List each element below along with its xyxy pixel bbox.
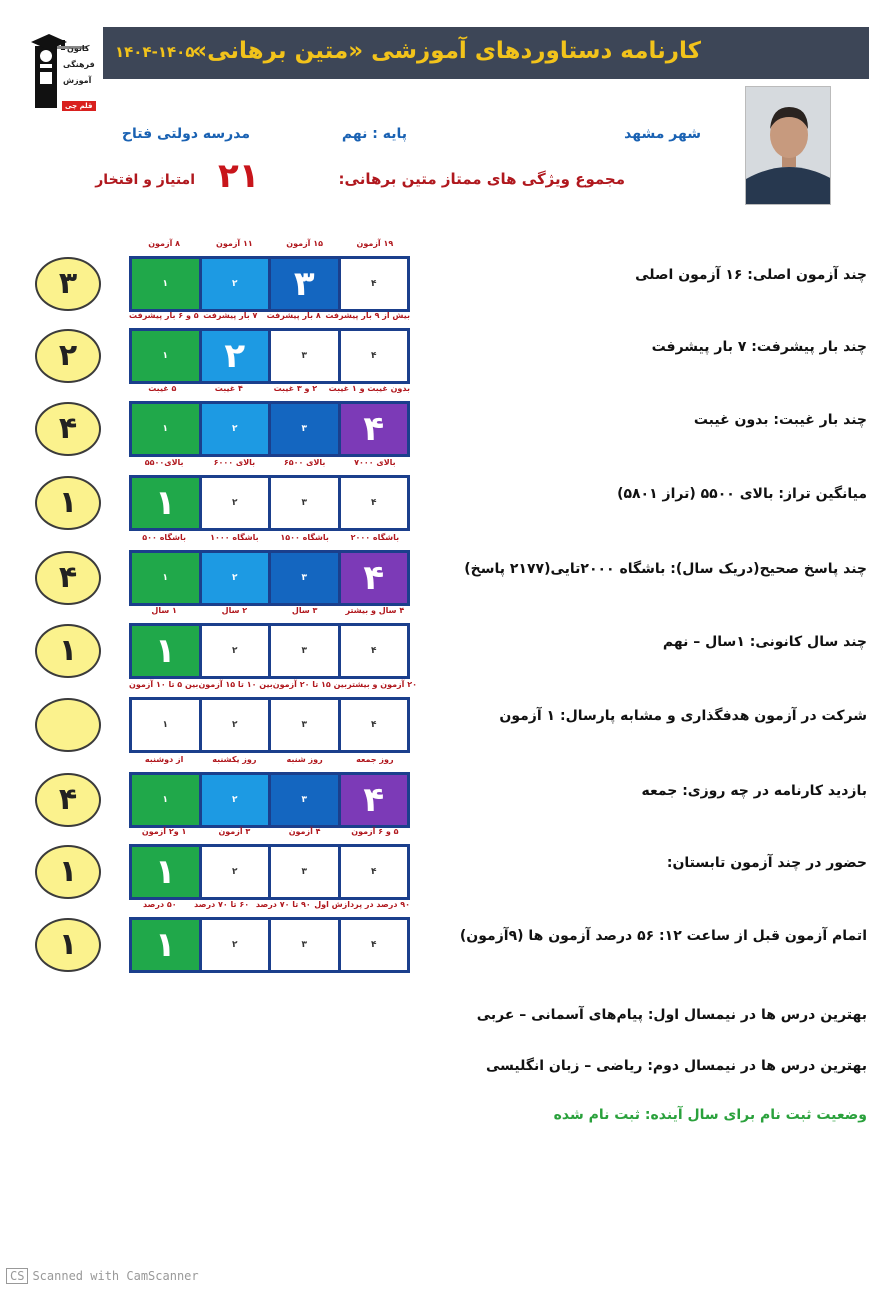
points-circle: ۴ <box>35 402 101 456</box>
level-grid <box>129 475 410 531</box>
level-grid <box>129 917 410 973</box>
column-header: بالای ۷۰۰۰ <box>354 458 396 467</box>
column-header: روز یکشنبه <box>212 755 257 764</box>
column-header: ۱۹ آزمون <box>356 239 394 248</box>
row-label: چند بار غیبت: بدون غیبت <box>693 412 867 428</box>
column-header: بیش از ۹ بار پیشرفت <box>325 311 410 320</box>
column-header: بالای۵۵۰۰ <box>144 458 184 467</box>
column-header: بالای ۶۵۰۰ <box>283 458 326 467</box>
column-header: باشگاه ۱۰۰۰ <box>210 533 259 542</box>
column-header: بالای ۶۰۰۰ <box>213 458 256 467</box>
column-header: بین ۱۵ تا ۲۰ آزمون <box>272 680 348 689</box>
achievement-row <box>0 530 893 600</box>
level-cell: ۲ <box>202 259 269 309</box>
level-grid <box>129 550 410 606</box>
level-cell: ۲ <box>202 553 269 603</box>
column-header: ۹۰ درصد در پردازش اول <box>314 900 411 909</box>
row-label: چند سال کانونی: ۱سال – نهم <box>662 634 867 650</box>
points-circle: ۱ <box>35 476 101 530</box>
row-label: چند بار پیشرفت: ۷ بار پیشرفت <box>651 339 867 355</box>
column-header: ۵ و ۶ آزمون <box>351 827 399 836</box>
column-header: ۷ بار پیشرفت <box>203 311 258 320</box>
camscanner-icon: CS <box>6 1268 28 1284</box>
total-score: ۲۱ <box>218 156 260 196</box>
logo-line-3: آموزش <box>63 76 92 85</box>
column-header: روز جمعه <box>356 755 394 764</box>
level-cell: ۴ <box>341 775 408 825</box>
registration-status: وضعیت ثبت نام برای سال آینده: ثبت نام شده <box>553 1107 867 1123</box>
level-cell: ۲ <box>202 775 269 825</box>
level-cell: ۱ <box>132 331 199 381</box>
points-circle: ۱ <box>35 918 101 972</box>
summary-label: مجموع ویژگی های ممتاز متین برهانی: <box>338 170 625 188</box>
level-cell: ۲ <box>202 847 269 897</box>
academic-year: ۱۴۰۴-۱۴۰۵ <box>115 43 195 61</box>
column-header: ۲ سال <box>221 606 248 615</box>
achievement-row <box>0 455 893 525</box>
row-label: چند آزمون اصلی: ۱۶ آزمون اصلی <box>635 267 867 283</box>
row-label: چند پاسخ صحیح(دریک سال): باشگاه ۲۰۰۰تایی(۲۱۷۷ پاسخ) <box>464 561 867 577</box>
level-grid <box>129 256 410 312</box>
column-header: ۱۵ آزمون <box>286 239 323 248</box>
column-header: روز شنبه <box>286 755 323 764</box>
column-header: باشگاه ۵۰۰ <box>142 533 186 542</box>
column-header: ۵ غیبت <box>148 384 177 393</box>
page-title: کارنامه دستاوردهای آموزشی «متین برهانی» <box>192 38 701 64</box>
points-circle: ۴ <box>35 551 101 605</box>
level-cell: ۱ <box>132 700 199 750</box>
points-circle: ۱ <box>35 624 101 678</box>
column-header: ۴ غیبت <box>214 384 243 393</box>
student-avatar-icon <box>746 87 831 205</box>
logo-line-2: فرهنگی <box>63 60 95 69</box>
level-cell: ۴ <box>341 331 408 381</box>
city-label: شهر مشهد <box>624 126 701 142</box>
achievement-row <box>0 603 893 673</box>
level-cell: ۳ <box>271 775 338 825</box>
level-cell: ۲ <box>202 404 269 454</box>
column-header: باشگاه ۲۰۰۰ <box>350 533 400 542</box>
scanner-text: Scanned with CamScanner <box>32 1269 199 1283</box>
column-header: ۵ و ۶ بار پیشرفت <box>129 311 199 320</box>
level-cell: ۱ <box>132 920 199 970</box>
level-cell: ۴ <box>341 847 408 897</box>
level-cell: ۲ <box>202 700 269 750</box>
column-header: ۹۰ تا ۷۰ درصد <box>255 900 311 909</box>
achievement-row <box>0 677 893 747</box>
logo-line-1: کانون <box>67 44 90 53</box>
column-header: ۸ آزمون <box>148 239 181 248</box>
level-cell: ۱ <box>132 553 199 603</box>
level-cell: ۴ <box>341 920 408 970</box>
level-cell: ۴ <box>341 404 408 454</box>
level-cell: ۳ <box>271 259 338 309</box>
points-circle: ۴ <box>35 773 101 827</box>
row-label: شرکت در آزمون هدفگذاری و مشابه پارسال: ۱ آزمون <box>499 708 867 724</box>
level-cell: ۳ <box>271 553 338 603</box>
level-cell: ۳ <box>271 331 338 381</box>
level-grid <box>129 623 410 679</box>
level-cell: ۳ <box>271 847 338 897</box>
column-header: ۶۰ تا ۷۰ درصد <box>194 900 250 909</box>
level-cell: ۲ <box>202 478 269 528</box>
graduate-logo-icon <box>31 30 95 110</box>
level-cell: ۱ <box>132 775 199 825</box>
level-cell: ۱ <box>132 259 199 309</box>
row-label: اتمام آزمون قبل از ساعت ۱۲: ۵۶ درصد آزمون ها (۹آزمون) <box>459 928 867 944</box>
points-circle: ۱ <box>35 845 101 899</box>
column-header: از دوشنبه <box>144 755 184 764</box>
column-header: ۳ سال <box>291 606 318 615</box>
achievement-row <box>0 824 893 894</box>
level-cell: ۱ <box>132 478 199 528</box>
column-header: ۱ و۲ آزمون <box>141 827 187 836</box>
achievement-row <box>0 381 893 451</box>
grade-label: پایه : نهم <box>341 126 407 142</box>
level-cell: ۴ <box>341 259 408 309</box>
level-grid <box>129 401 410 457</box>
level-cell: ۴ <box>341 478 408 528</box>
scanner-watermark <box>6 1268 199 1284</box>
level-cell: ۳ <box>271 626 338 676</box>
level-cell: ۴ <box>341 700 408 750</box>
level-cell: ۳ <box>271 920 338 970</box>
points-circle <box>35 698 101 752</box>
level-cell: ۳ <box>271 404 338 454</box>
level-cell: ۱ <box>132 626 199 676</box>
column-header: بین ۵ تا ۱۰ آزمون <box>129 680 199 689</box>
column-header: ۵۰ درصد <box>143 900 177 909</box>
level-cell: ۱ <box>132 847 199 897</box>
points-circle: ۳ <box>35 257 101 311</box>
level-grid <box>129 697 410 753</box>
level-cell: ۱ <box>132 404 199 454</box>
title-bar <box>103 27 869 79</box>
achievement-row <box>0 752 893 822</box>
school-label: مدرسه دولتی فتاح <box>121 126 250 142</box>
student-photo <box>745 86 831 205</box>
column-header: ۲۰ آزمون و بیشتر <box>347 680 417 689</box>
level-cell: ۴ <box>341 553 408 603</box>
column-header: ۱ سال <box>151 606 177 615</box>
row-label: حضور در چند آزمون تابستان: <box>666 855 867 871</box>
level-cell: ۴ <box>341 626 408 676</box>
column-header: بین ۱۰ تا ۱۵ آزمون <box>198 680 273 689</box>
column-header: ۲ و ۳ غیبت <box>273 384 318 393</box>
level-cell: ۳ <box>271 700 338 750</box>
column-header: ۴ آزمون <box>288 827 321 836</box>
best-subjects-second-term: بهترین درس ها در نیمسال دوم: ریاضی – زبان انگلیسی <box>486 1058 867 1074</box>
achievement-row <box>0 236 893 306</box>
level-cell: ۳ <box>271 478 338 528</box>
points-circle: ۲ <box>35 329 101 383</box>
column-header: ۴ سال و بیشتر <box>345 606 405 615</box>
best-subjects-first-term: بهترین درس ها در نیمسال اول: پیام‌های آسمانی – عربی <box>476 1007 867 1023</box>
column-header: بدون غیبت و ۱ غیبت <box>328 384 410 393</box>
level-grid <box>129 328 410 384</box>
column-header: باشگاه ۱۵۰۰ <box>280 533 329 542</box>
level-cell: ۲ <box>202 626 269 676</box>
achievement-row <box>0 897 893 967</box>
level-grid <box>129 772 410 828</box>
level-cell: ۲ <box>202 920 269 970</box>
score-label: امتیاز و افتخار <box>95 172 195 188</box>
level-cell: ۲ <box>202 331 269 381</box>
row-label: میانگین تراز: بالای ۵۵۰۰ (تراز ۵۸۰۱) <box>617 486 867 502</box>
column-header: ۳ آزمون <box>218 827 251 836</box>
logo-badge: قلم چی <box>62 101 96 111</box>
level-grid <box>129 844 410 900</box>
column-header: ۸ بار پیشرفت <box>266 311 321 320</box>
column-header: ۱۱ آزمون <box>216 239 253 248</box>
achievement-row <box>0 308 893 378</box>
row-label: بازدید کارنامه در چه روزی: جمعه <box>641 783 867 799</box>
